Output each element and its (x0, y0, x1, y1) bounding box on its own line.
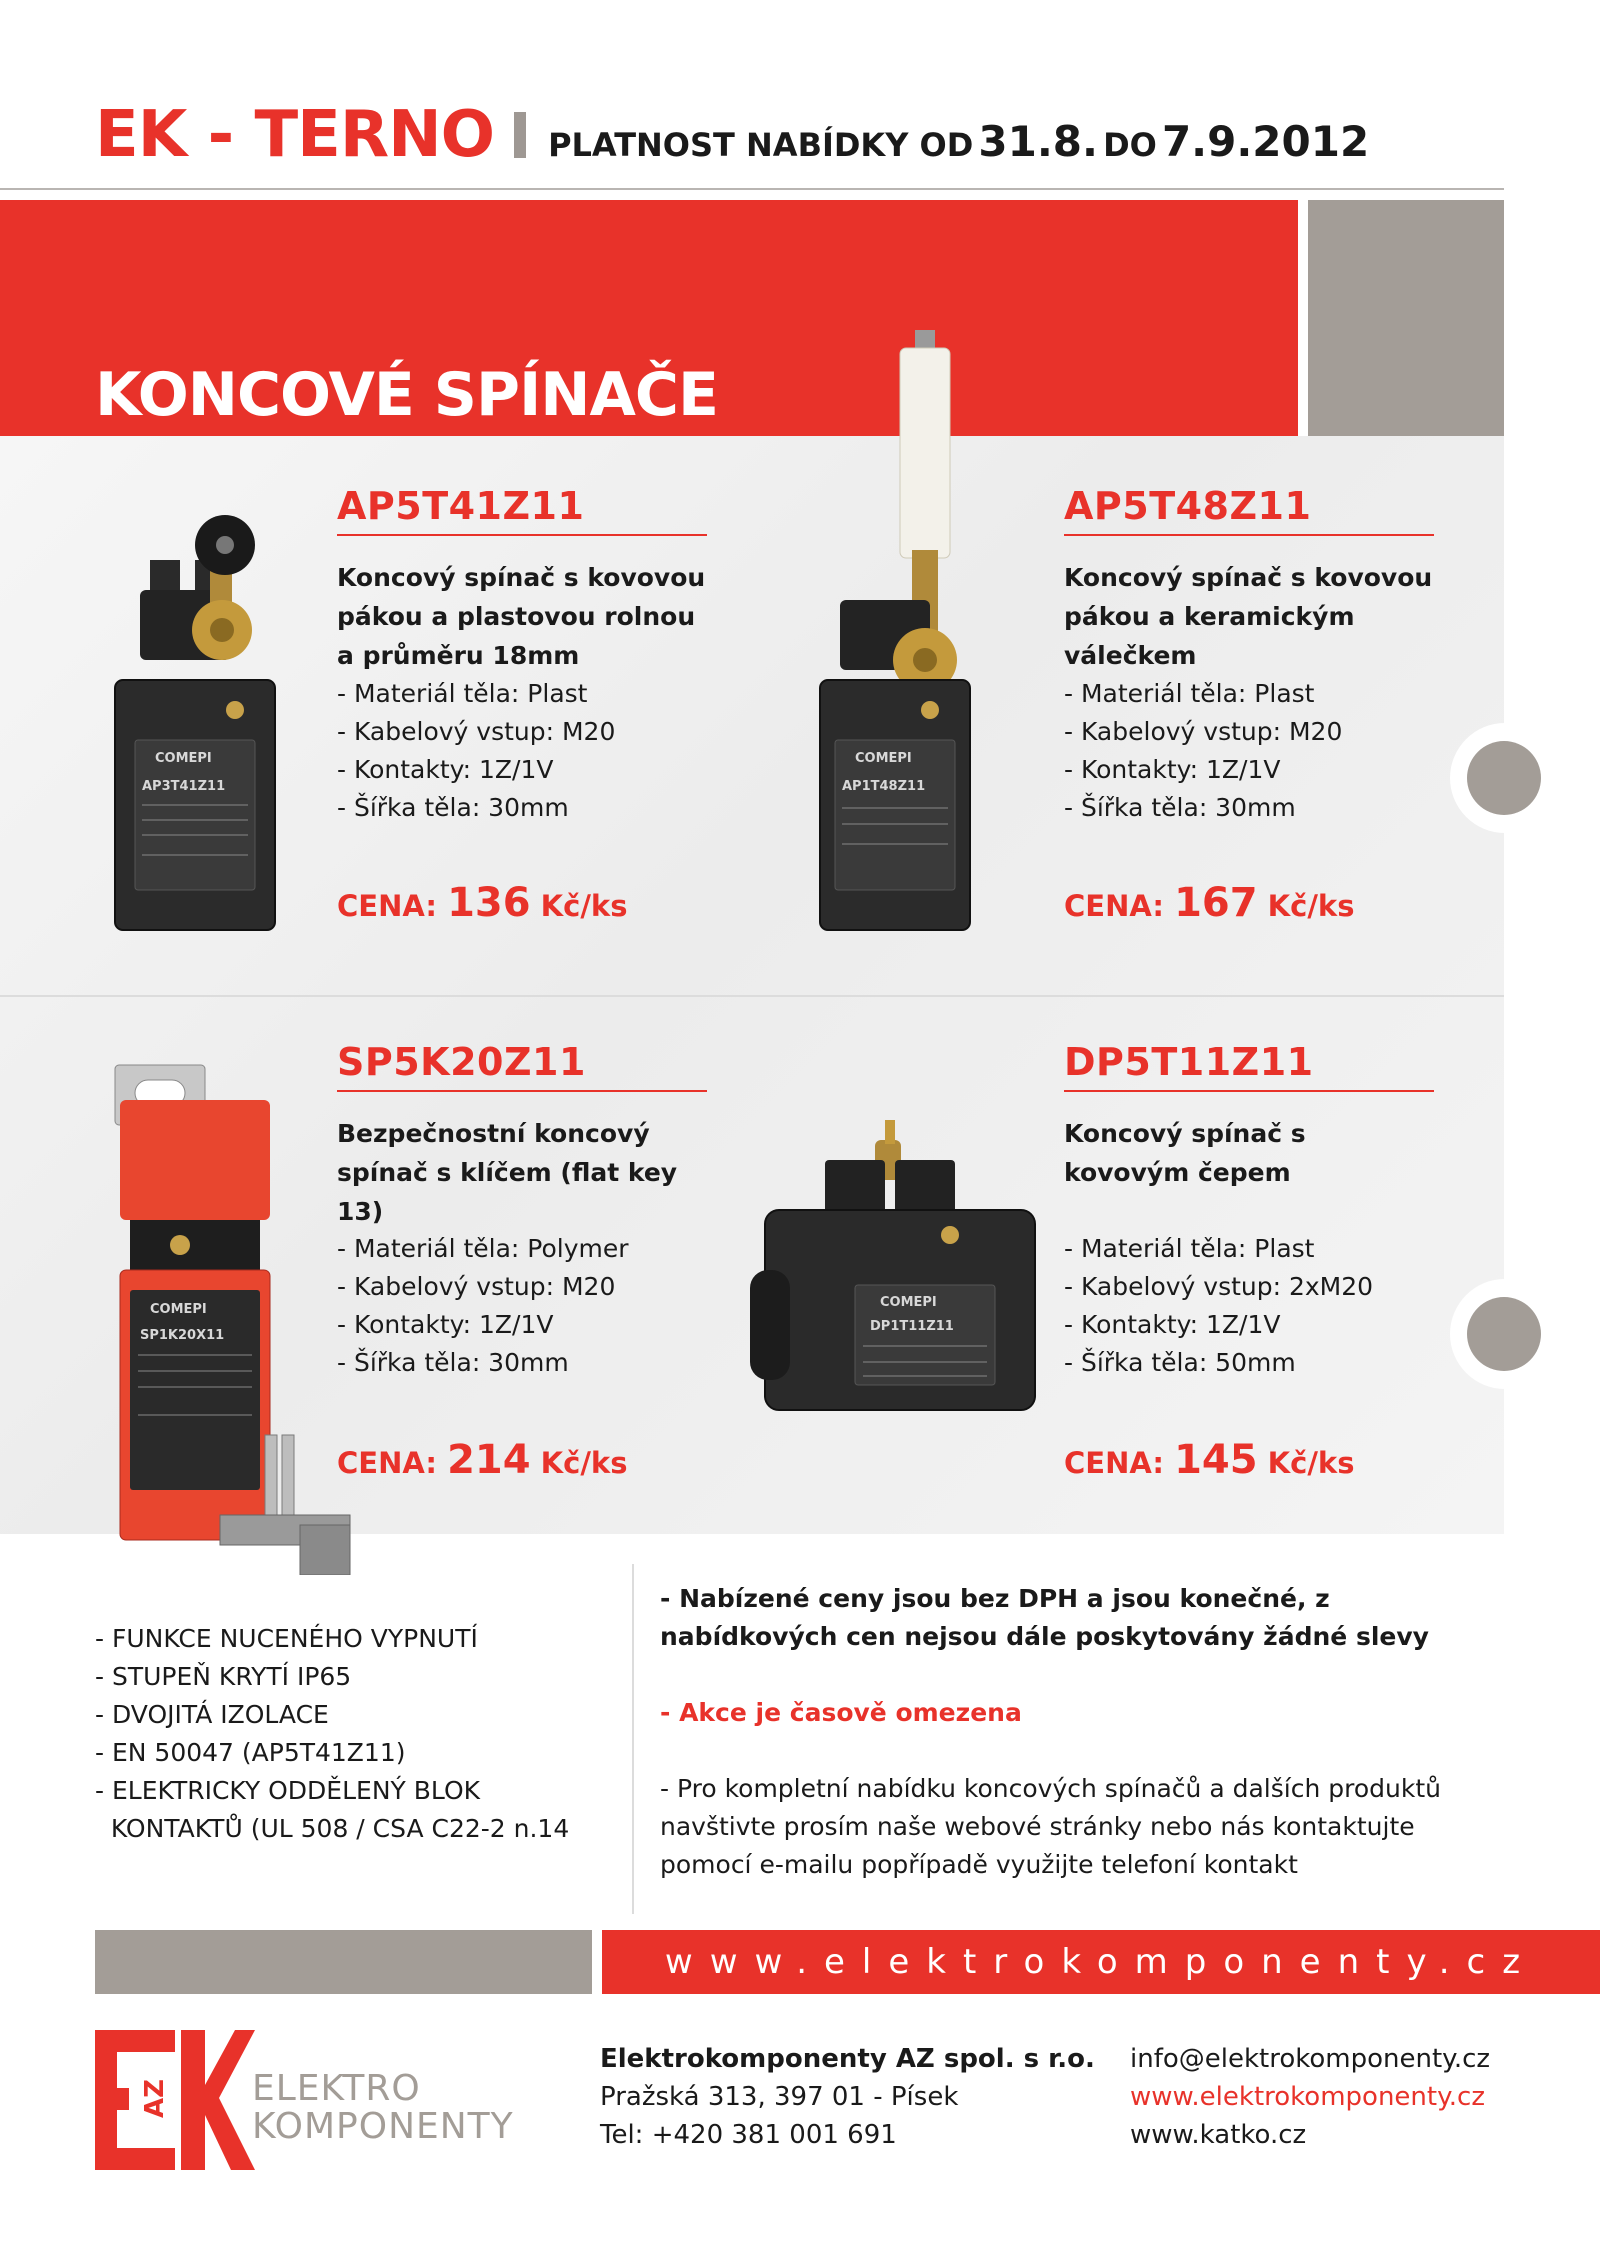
price-value: 167 (1174, 880, 1258, 926)
price-label: CENA: (1064, 889, 1164, 923)
product-card-dp5t11z11 (1064, 1040, 1434, 1382)
product-description: Koncový spínač s kovovou pákou a keramickým válečkem (1064, 563, 1433, 670)
product-spec: - Materiál těla: Plast (1064, 1234, 1315, 1263)
product-spec: - Materiál těla: Polymer (337, 1234, 629, 1263)
date-to-label: DO (1103, 126, 1157, 164)
product-image-sp5k20z11 (100, 1055, 360, 1575)
product-spec: - Šířka těla: 50mm (1064, 1348, 1296, 1377)
date-to: 7.9.2012 (1161, 117, 1370, 166)
company-street: Pražská 313, 397 01 - Písek (600, 2082, 959, 2112)
image-brand-text: COMEPI (155, 751, 212, 766)
product-price-dp5t11z11 (1064, 1437, 1354, 1483)
image-brand-text: COMEPI (880, 1295, 937, 1310)
price-unit: Kč/ks (540, 1446, 628, 1480)
image-model-text: AP3T41Z11 (142, 779, 226, 794)
product-spec: - Šířka těla: 30mm (1064, 793, 1296, 822)
price-value: 136 (447, 880, 531, 926)
product-name: DP5T11Z11 (1064, 1040, 1434, 1092)
product-name: AP5T48Z11 (1064, 484, 1434, 536)
header-rule (0, 188, 1504, 190)
logo-line-2: KOMPONENTY (252, 2106, 514, 2147)
price-value: 214 (447, 1437, 531, 1483)
note-limited: - Akce je časově omezena (660, 1698, 1022, 1727)
section-title: KONCOVÉ SPÍNAČE (95, 360, 718, 430)
product-spec: - Kabelový vstup: 2xM20 (1064, 1272, 1374, 1301)
product-spec: - Kabelový vstup: M20 (337, 1272, 616, 1301)
product-image-ap5t41z11 (100, 500, 300, 940)
price-label: CENA: (337, 1446, 437, 1480)
offer-notes (660, 1580, 1500, 1884)
company-address (600, 2040, 1095, 2154)
image-brand-text: COMEPI (150, 1302, 207, 1317)
product-spec: - Materiál těla: Plast (337, 679, 588, 708)
product-card-ap5t41z11 (337, 484, 707, 827)
logo-mark-text: AZ (140, 2079, 170, 2118)
company-name: Elektrokomponenty AZ spol. s r.o. (600, 2044, 1095, 2074)
contact-email-link[interactable]: info@elektrokomponenty.cz (1130, 2044, 1491, 2074)
side-dot-top (1467, 741, 1541, 815)
price-unit: Kč/ks (1267, 889, 1355, 923)
banner-grey-block (1308, 200, 1504, 436)
contact-links (1130, 2040, 1490, 2154)
side-dot-bottom (1467, 1297, 1541, 1371)
date-from: 31.8. (978, 117, 1098, 166)
product-spec: - Materiál těla: Plast (1064, 679, 1315, 708)
contact-web-link-katko[interactable]: www.katko.cz (1130, 2120, 1307, 2150)
product-price-sp5k20z11 (337, 1437, 627, 1483)
product-price-ap5t41z11 (337, 880, 627, 926)
header-separator (514, 112, 526, 158)
product-description: Koncový spínač s kovovým čepem (1064, 1119, 1306, 1187)
footer-bar-grey (95, 1930, 592, 1994)
product-image-dp5t11z11 (735, 1120, 1045, 1430)
panel-divider (0, 995, 1504, 997)
product-card-ap5t48z11 (1064, 484, 1434, 827)
product-spec: - Kontakty: 1Z/1V (337, 755, 554, 784)
image-model-text: DP1T11Z11 (870, 1319, 954, 1334)
product-spec: - Šířka těla: 30mm (337, 793, 569, 822)
feature-list (95, 1620, 569, 1848)
product-description: Koncový spínač s kovovou pákou a plastovou rolnou a průměru 18mm (337, 563, 706, 670)
product-spec: - Kabelový vstup: M20 (337, 717, 616, 746)
feature-item: - ELEKTRICKY ODDĚLENÝ BLOK (95, 1776, 481, 1805)
feature-item: - FUNKCE NUCENÉHO VYPNUTÍ (95, 1624, 478, 1653)
price-label: CENA: (337, 889, 437, 923)
note-more: - Pro kompletní nabídku koncových spínačů a dalších produktů navštivte prosím naše webové stránky nebo nás kontaktujte pomocí e-mailu popřípadě využijte telefoní kontakt (660, 1774, 1441, 1879)
feature-item: KONTAKTŮ (UL 508 / CSA C22-2 n.14 (95, 1814, 570, 1843)
product-name: AP5T41Z11 (337, 484, 707, 536)
product-description: Bezpečnostní koncový spínač s klíčem (flat key 13) (337, 1119, 678, 1226)
product-spec: - Šířka těla: 30mm (337, 1348, 569, 1377)
feature-item: - DVOJITÁ IZOLACE (95, 1700, 329, 1729)
note-prices: - Nabízené ceny jsou bez DPH a jsou konečné, z nabídkových cen nejsou dále poskytovány žádné slevy (660, 1584, 1429, 1651)
company-logo-icon (95, 2030, 255, 2170)
product-image-ap5t48z11 (800, 330, 1000, 940)
company-phone[interactable]: Tel: +420 381 001 691 (600, 2120, 897, 2150)
price-value: 145 (1174, 1437, 1258, 1483)
logo-line-1: ELEKTRO (252, 2068, 421, 2109)
product-spec: - Kabelový vstup: M20 (1064, 717, 1343, 746)
image-model-text: AP1T48Z11 (842, 779, 926, 794)
price-label: CENA: (1064, 1446, 1164, 1480)
brand-title: EK - TERNO (95, 98, 495, 172)
price-unit: Kč/ks (540, 889, 628, 923)
product-price-ap5t48z11 (1064, 880, 1354, 926)
website-bar-link[interactable]: www.elektrokomponenty.cz (664, 1942, 1538, 1982)
price-unit: Kč/ks (1267, 1446, 1355, 1480)
feature-item: - EN 50047 (AP5T41Z11) (95, 1738, 406, 1767)
image-brand-text: COMEPI (855, 751, 912, 766)
product-card-sp5k20z11 (337, 1040, 707, 1382)
product-spec: - Kontakty: 1Z/1V (337, 1310, 554, 1339)
product-spec: - Kontakty: 1Z/1V (1064, 1310, 1281, 1339)
feature-item: - STUPEŇ KRYTÍ IP65 (95, 1662, 352, 1691)
contact-web-link[interactable]: www.elektrokomponenty.cz (1130, 2082, 1485, 2112)
validity-prefix: PLATNOST NABÍDKY OD (548, 126, 974, 164)
logo-wordmark (252, 2070, 514, 2146)
offer-header (95, 98, 1369, 178)
product-spec: - Kontakty: 1Z/1V (1064, 755, 1281, 784)
product-name: SP5K20Z11 (337, 1040, 707, 1092)
info-divider (632, 1564, 634, 1914)
image-model-text: SP1K20X11 (140, 1328, 225, 1343)
